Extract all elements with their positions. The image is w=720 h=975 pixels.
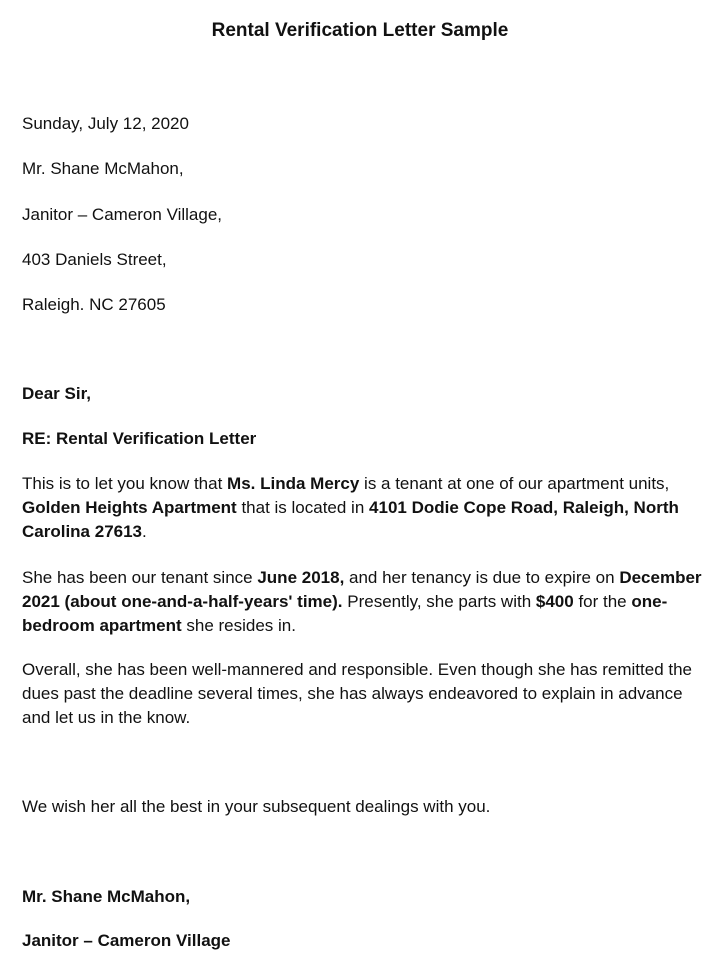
p2-text-3: Presently, she parts with — [342, 592, 536, 611]
paragraph-tenant-intro — [22, 472, 706, 544]
letter-date: Sunday, July 12, 2020 — [22, 114, 189, 133]
salutation: Dear Sir, — [22, 384, 91, 403]
recipient-name: Mr. Shane McMahon, — [22, 159, 184, 178]
document-title: Rental Verification Letter Sample — [211, 20, 509, 41]
tenancy-end-date: December 2021 (about one-and-a-half-years' time). — [22, 568, 702, 611]
tenancy-start-date: June 2018, — [257, 568, 345, 587]
apartment-name: Golden Heights Apartment — [22, 498, 237, 517]
paragraph-tenancy-details — [22, 566, 706, 638]
signature-name: Mr. Shane McMahon, — [22, 887, 191, 906]
paragraph-tenant-conduct: Overall, she has been well-mannered and responsible. Even though she has remitted the dues past the deadline several times, she has always endeavored to explain in advance and let us in the know. — [22, 660, 693, 727]
rent-amount: $400 — [535, 592, 574, 611]
p2-text-1: She has been our tenant since — [22, 568, 258, 587]
tenant-name: Ms. Linda Mercy — [227, 474, 360, 493]
unit-type: one-bedroom apartment — [22, 592, 668, 635]
p1-text-3: that is located in — [236, 498, 370, 517]
apartment-address: 4101 Dodie Cope Road, Raleigh, North Carolina 27613 — [22, 498, 679, 541]
recipient-title: Janitor – Cameron Village, — [22, 205, 223, 224]
closing-line: We wish her all the best in your subsequent dealings with you. — [22, 797, 491, 816]
p1-text-4: . — [142, 522, 147, 541]
subject-line: RE: Rental Verification Letter — [22, 429, 257, 448]
p1-text-1: This is to let you know that — [22, 474, 228, 493]
p2-text-2: and her tenancy is due to expire on — [344, 568, 620, 587]
p2-text-5: she resides in. — [181, 616, 296, 635]
recipient-address-line2: Raleigh. NC 27605 — [22, 295, 166, 314]
signature-title: Janitor – Cameron Village — [22, 931, 231, 950]
p1-text-2: is a tenant at one of our apartment units, — [359, 474, 670, 493]
recipient-address-line1: 403 Daniels Street, — [22, 250, 167, 269]
p2-text-4: for the — [573, 592, 632, 611]
